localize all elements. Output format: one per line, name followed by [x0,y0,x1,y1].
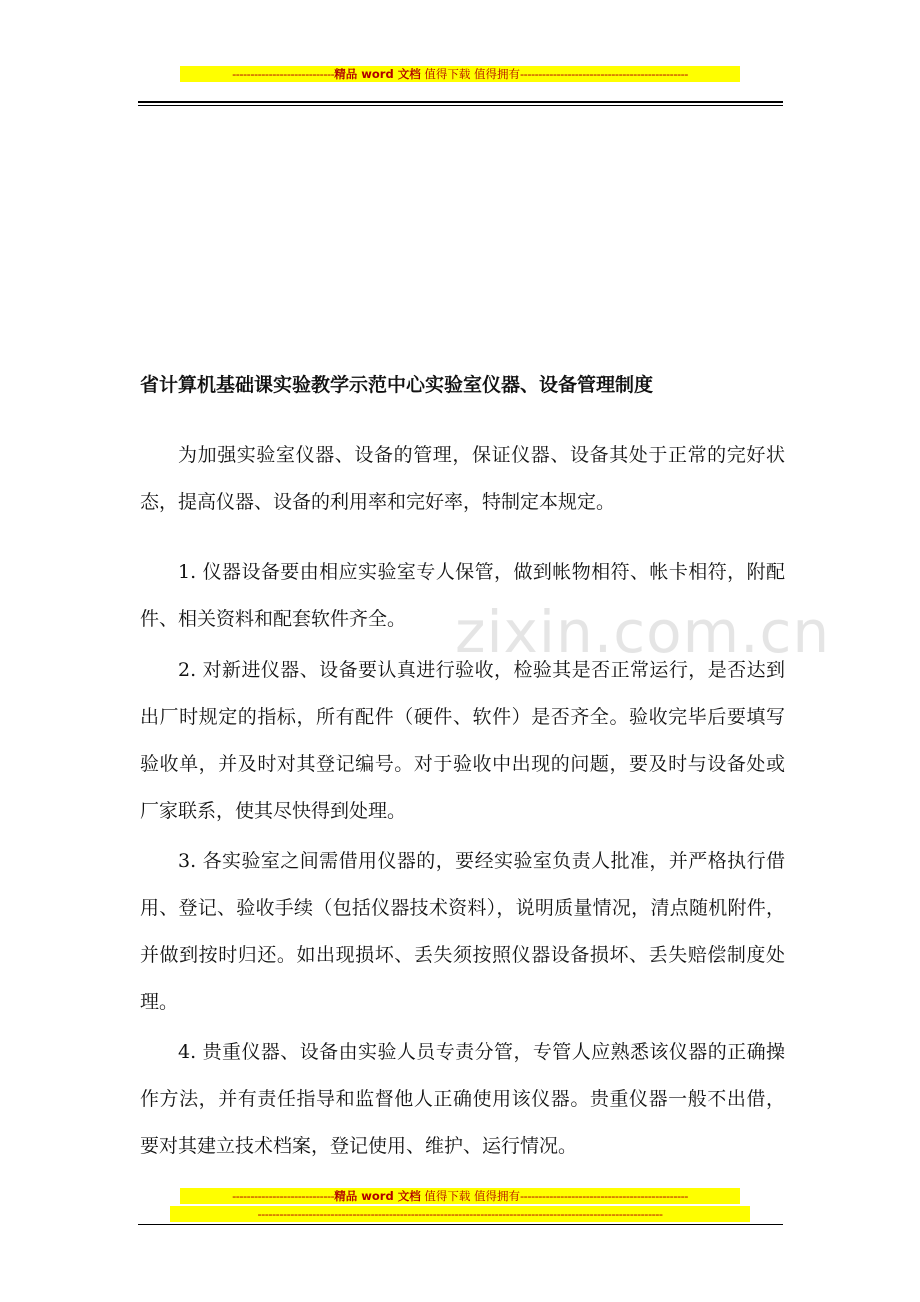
list-item: 1. 仪器设备要由相应实验室专人保管，做到帐物相符、帐卡相符，附配件、相关资料和配套软件齐全。 [140,561,785,630]
header-banner-middle: 值得下载 值得拥有 [420,67,521,81]
footer-banner-middle: 值得下载 值得拥有 [420,1189,521,1203]
intro-paragraph: 为加强实验室仪器、设备的管理，保证仪器、设备其处于正常的完好状态，提高仪器、设备的利用率和完好率，特制定本规定。 [140,444,785,513]
footer-rule [138,1224,783,1225]
header-banner [180,66,740,82]
list-item: 3. 各实验室之间需借用仪器的，要经实验室负责人批准，并严格执行借用、登记、验收手续（包括仪器技术资料），说明质量情况，清点随机附件，并做到按时归还。如出现损坏、丢失须按照仪器设备损坏、丢失赔偿制度处理。 [140,850,785,1013]
footer-banner [180,1188,740,1204]
header-banner-right-dashes: ---------------------------------------------- [520,67,688,81]
header-rule-thick [138,101,783,103]
document-title: 省计算机基础课实验教学示范中心实验室仪器、设备管理制度 [140,374,654,396]
footer-banner-right-dashes: ---------------------------------------------- [520,1189,688,1203]
footer-bottom-dashes: --------------------------------------------------------------------------------------------------------------- [257,1207,663,1221]
list-item: 2. 对新进仪器、设备要认真进行验收，检验其是否正常运行，是否达到出厂时规定的指标，所有配件（硬件、软件）是否齐全。验收完毕后要填写验收单，并及时对其登记编号。对于验收中出现的问题，要及时与设备处或厂家联系，使其尽快得到处理。 [140,659,785,822]
footer-dash-line [170,1206,750,1222]
header-rule-thin [138,105,783,106]
header-banner-label: 精品 word 文档 [334,67,421,81]
header-banner-left-dashes: ---------------------------- [232,67,335,81]
list-item: 4. 贵重仪器、设备由实验人员专责分管，专管人应熟悉该仪器的正确操作方法，并有责任指导和监督他人正确使用该仪器。贵重仪器一般不出借，要对其建立技术档案，登记使用、维护、运行情况。 [140,1041,785,1157]
watermark: zixin.com.cn [455,598,831,666]
footer-banner-label: 精品 word 文档 [334,1189,421,1203]
footer-banner-left-dashes: ---------------------------- [232,1189,335,1203]
